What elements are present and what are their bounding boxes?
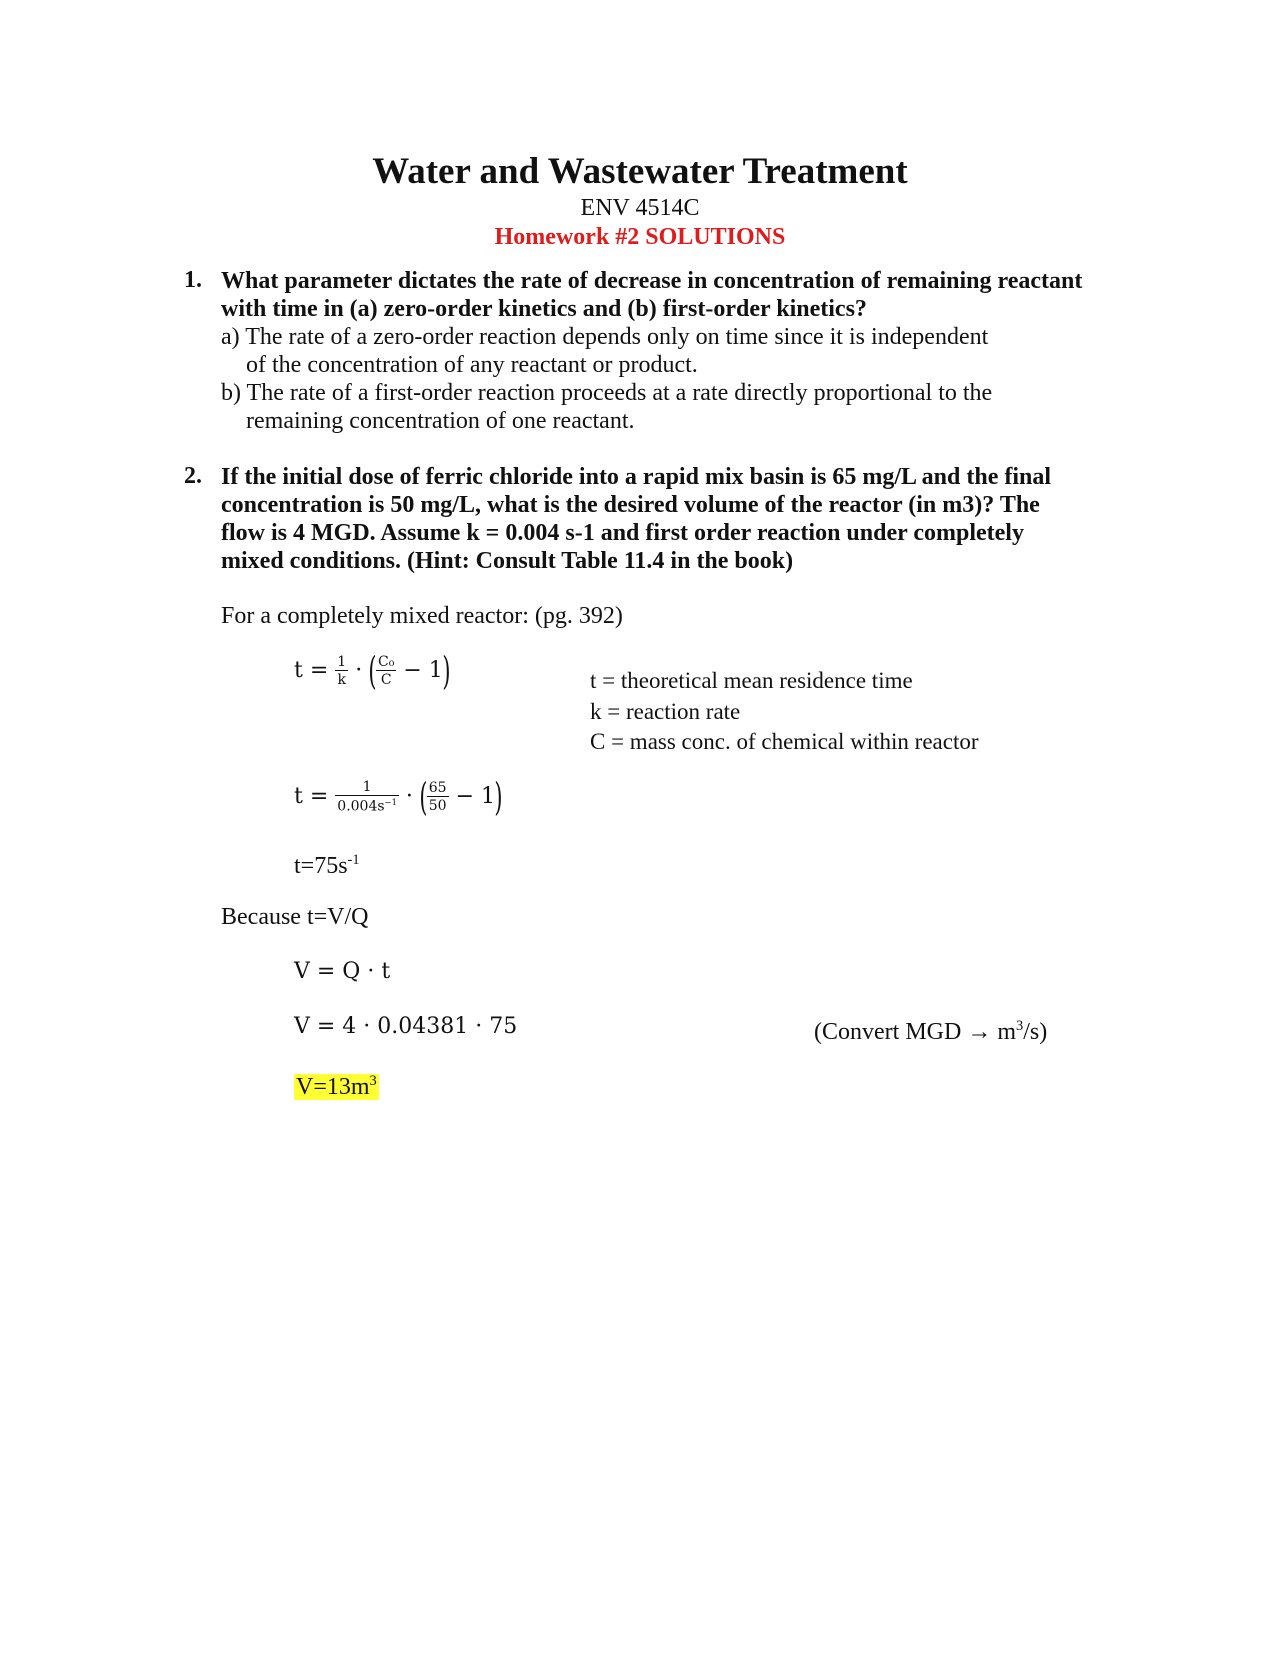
question-2-text-line1: If the initial dose of ferric chloride into a rapid mix basin is 65 mg/L and the final [221,464,1052,490]
convert-note-label: (Convert MGD → m [814,1019,1016,1045]
definition-t: t = theoretical mean residence time [590,668,913,693]
eq2-denominator-exponent: −1 [384,797,397,808]
definition-c: C = mass conc. of chemical within reactor [590,729,979,754]
eq2-inner-denominator: 50 [428,798,447,814]
eq2-dot: · [405,784,413,809]
question-1-text-line2: with time in (a) zero-order kinetics and (b) first-order kinetics? [221,296,867,322]
convert-note [814,1012,1047,1047]
eq1-close-paren: ) [442,649,451,693]
eq1-minus-one: − 1 [403,658,443,683]
equation-residence-time [294,649,451,693]
eq2-lhs: t = [294,784,329,809]
eq1-inner-denominator: C [380,672,392,688]
question-2-number: 2. [184,463,202,489]
question-2-text-line4: mixed conditions. (Hint: Consult Table 11.4 in the book) [221,548,794,574]
eq2-minus-one: − 1 [455,784,495,809]
because-statement: Because t=V/Q [221,904,369,930]
answer-1a-line1: a) The rate of a zero-order reaction depends only on time since it is independent [221,324,989,350]
equation-volume: V = Q · t [294,959,391,984]
equation-volume-substituted: V = 4 · 0.04381 · 75 [294,1014,518,1039]
eq2-close-paren: ) [494,775,503,819]
answer-1a-line2: of the concentration of any reactant or product. [246,352,698,378]
eq1-inner-fraction [376,655,396,687]
eq1-fraction [335,655,348,687]
result-t-exponent: -1 [347,852,360,868]
eq1-lhs: t = [294,658,329,683]
result-t [294,846,360,881]
result-t-base: t=75s [294,853,348,879]
eq2-open-paren: ( [419,775,428,819]
final-answer [294,1067,379,1102]
eq1-open-paren: ( [368,649,377,693]
eq2-denominator-base: 0.004s [337,798,385,815]
course-code: ENV 4514C [580,195,700,221]
homework-heading: Homework #2 SOLUTIONS [494,224,786,250]
answer-1b-line1: b) The rate of a first-order reaction proceeds at a rate directly proportional to the [221,380,993,406]
solution-intro: For a completely mixed reactor: (pg. 392) [221,603,623,629]
eq2-inner-numerator: 65 [428,780,447,796]
eq1-frac-numerator: 1 [337,654,347,670]
final-answer-exponent: 3 [369,1073,377,1089]
eq2-inner-fraction [427,781,449,813]
eq2-fraction [335,780,399,814]
question-1-text-line1: What parameter dictates the rate of decrease in concentration of remaining reactant [221,268,1083,294]
final-answer-highlight [294,1074,379,1100]
convert-note-exponent: 3 [1015,1018,1024,1034]
question-2-text-line2: concentration is 50 mg/L, what is the desired volume of the reactor (in m3)? The [221,492,1040,518]
convert-note-tail: /s) [1023,1019,1048,1045]
question-1-number: 1. [184,267,202,293]
eq1-frac-denominator: k [337,672,346,688]
eq2-frac-denominator [335,796,399,814]
final-answer-base: V=13m [296,1074,370,1100]
answer-1b-line2: remaining concentration of one reactant. [246,408,635,434]
eq1-dot: · [355,658,363,683]
equation-substituted [294,775,503,819]
eq2-frac-numerator: 1 [335,780,399,796]
document-title: Water and Wastewater Treatment [372,151,908,192]
eq1-inner-numerator: C₀ [378,654,395,670]
definition-k: k = reaction rate [590,699,741,724]
question-2-text-line3: flow is 4 MGD. Assume k = 0.004 s-1 and first order reaction under completely [221,520,1024,546]
